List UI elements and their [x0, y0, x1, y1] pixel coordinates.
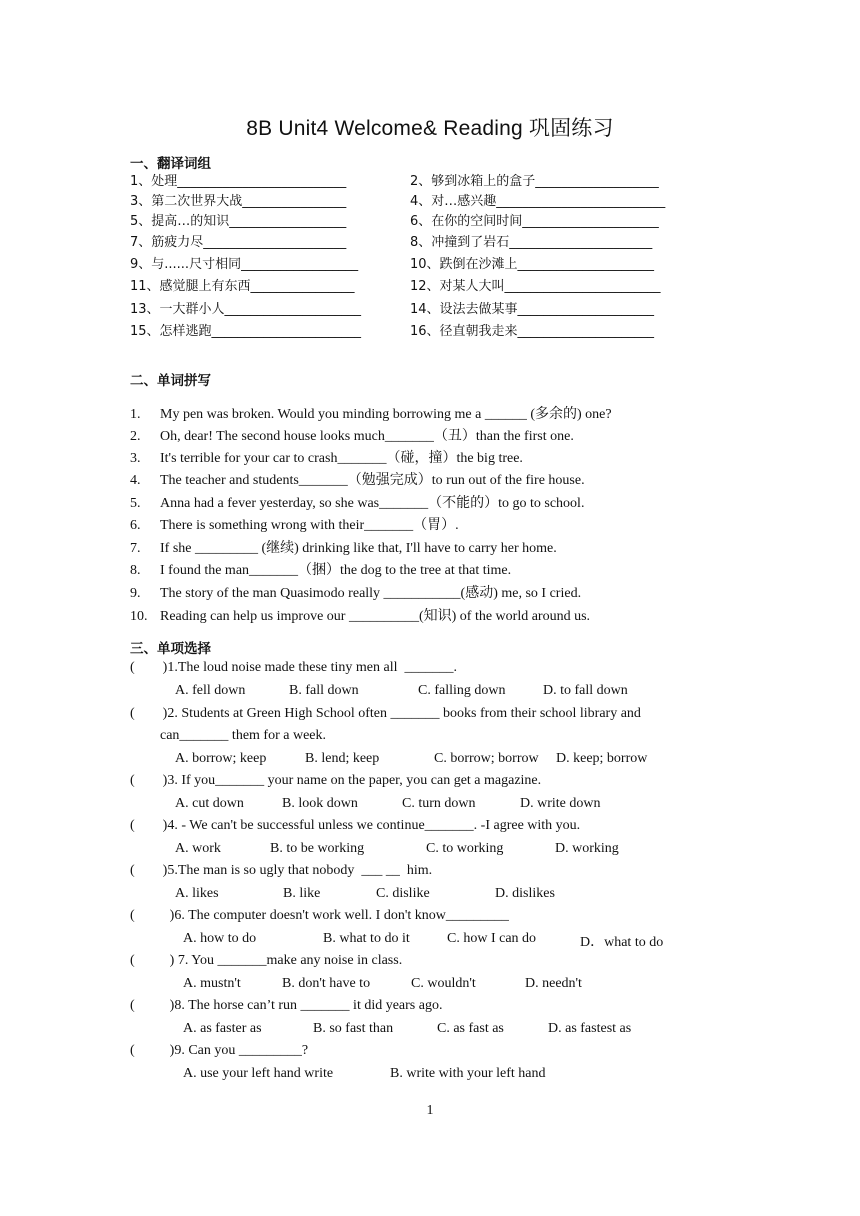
section3-heading: 三、单项选择 — [130, 641, 211, 657]
spelling-item: 10. Reading can help us improve our __________(知识) of the world around us. — [130, 609, 591, 624]
answer-option: D. write down — [520, 796, 601, 811]
answer-option: D. as fastest as — [548, 1021, 632, 1036]
answer-option: A. cut down — [175, 796, 244, 811]
spelling-item: 4. The teacher and students_______（勉强完成）to run out of the fire house. — [130, 473, 585, 488]
phrase-item: 4、对…感兴趣__________________________ — [410, 194, 666, 209]
question-stem: ( )8. The horse can’t run _______ it did years ago. — [130, 998, 443, 1013]
answer-option: B. lend; keep — [305, 751, 380, 766]
phrase-item: 10、跌倒在沙滩上_____________________ — [410, 257, 655, 272]
answer-option: A. likes — [175, 886, 219, 901]
answer-option: C. as fast as — [437, 1021, 504, 1036]
answer-option: A. how to do — [183, 931, 257, 946]
spelling-item: 9. The story of the man Quasimodo really ___________(感动) me, so I cried. — [130, 586, 582, 601]
question-stem: ( )6. The computer doesn't work well. I don't know_________ — [130, 908, 509, 923]
phrase-item: 13、一大群小人_____________________ — [130, 302, 362, 317]
phrase-item: 14、设法去做某事_____________________ — [410, 302, 655, 317]
question-stem: ( )3. If you_______ your name on the paper, you can get a magazine. — [130, 773, 542, 788]
answer-option: B. write with your left hand — [390, 1066, 546, 1081]
section2-heading: 二、单词拼写 — [130, 373, 211, 389]
answer-option: C. how I can do — [447, 931, 537, 946]
phrase-item: 15、怎样逃跑_______________________ — [130, 324, 362, 339]
page-number: 1 — [426, 1103, 434, 1118]
spelling-item: 7. If she _________ (继续) drinking like that, I'll have to carry her home. — [130, 541, 557, 556]
answer-option: C. falling down — [418, 683, 506, 698]
answer-option: D. needn't — [525, 976, 582, 991]
answer-option: D. keep; borrow — [556, 751, 648, 766]
question-stem: ( )4. - We can't be successful unless we continue_______. -I agree with you. — [130, 818, 581, 833]
question-stem: ( )1.The loud noise made these tiny men all _______. — [130, 660, 457, 675]
answer-option: C. borrow; borrow — [434, 751, 539, 766]
answer-option: A. borrow; keep — [175, 751, 267, 766]
phrase-item: 6、在你的空间时间_____________________ — [410, 214, 659, 229]
phrase-item: 7、筋疲力尽______________________ — [130, 235, 347, 250]
answer-option: B. so fast than — [313, 1021, 394, 1036]
answer-option: A. as faster as — [183, 1021, 262, 1036]
phrase-item: 9、与......尺寸相同__________________ — [130, 257, 359, 272]
question-stem: ( )2. Students at Green High School often _______ books from their school library and — [130, 706, 641, 721]
question-stem: ( ) 7. You _______make any noise in class. — [130, 953, 403, 968]
spelling-item: 3. It's terrible for your car to crash_______（碰，撞）the big tree. — [130, 451, 523, 466]
answer-option: C. turn down — [402, 796, 476, 811]
phrase-item: 11、感觉腿上有东西________________ — [130, 279, 355, 294]
question-stem: ( )9. Can you _________? — [130, 1043, 309, 1058]
page-title: 8B Unit4 Welcome& Reading 巩固练习 — [246, 117, 614, 140]
answer-option: A. fell down — [175, 683, 246, 698]
answer-option: A. work — [175, 841, 221, 856]
answer-option: B. like — [283, 886, 321, 901]
spelling-item: 1. My pen was broken. Would you minding borrowing me a ______ (多余的) one? — [130, 407, 612, 422]
answer-option: A. mustn't — [183, 976, 241, 991]
answer-option: B. what to do it — [323, 931, 410, 946]
phrase-item: 16、径直朝我走来_____________________ — [410, 324, 655, 339]
phrase-item: 1、处理__________________________ — [130, 174, 347, 189]
answer-option: A. use your left hand write — [183, 1066, 334, 1081]
answer-option: B. look down — [282, 796, 358, 811]
answer-option: C. wouldn't — [411, 976, 476, 991]
spelling-item: 8. I found the man_______（捆）the dog to the tree at that time. — [130, 563, 512, 578]
answer-option: C. dislike — [376, 886, 430, 901]
spelling-item: 6. There is something wrong with their_______（胃）. — [130, 518, 459, 533]
answer-option: B. don't have to — [282, 976, 371, 991]
phrase-item: 12、对某人大叫________________________ — [410, 279, 661, 294]
phrase-item: 5、提高…的知识__________________ — [130, 214, 347, 229]
phrase-item: 2、够到冰箱上的盒子___________________ — [410, 174, 659, 189]
answer-option: C. to working — [426, 841, 504, 856]
answer-option: B. to be working — [270, 841, 365, 856]
phrase-item: 3、第二次世界大战________________ — [130, 194, 347, 209]
answer-option: D. working — [555, 841, 619, 856]
answer-option: D. to fall down — [543, 683, 628, 698]
phrase-item: 8、冲撞到了岩石______________________ — [410, 235, 653, 250]
answer-option: D．what to do — [580, 935, 664, 950]
question-stem-continued: can_______ them for a week. — [160, 728, 326, 743]
section1-heading: 一、翻译词组 — [130, 156, 211, 172]
spelling-item: 5. Anna had a fever yesterday, so she was_______（不能的）to go to school. — [130, 496, 585, 511]
answer-option: D. dislikes — [495, 886, 555, 901]
question-stem: ( )5.The man is so ugly that nobody ___ __ him. — [130, 863, 433, 878]
spelling-item: 2. Oh, dear! The second house looks much_______（丑）than the first one. — [130, 429, 574, 444]
answer-option: B. fall down — [289, 683, 359, 698]
